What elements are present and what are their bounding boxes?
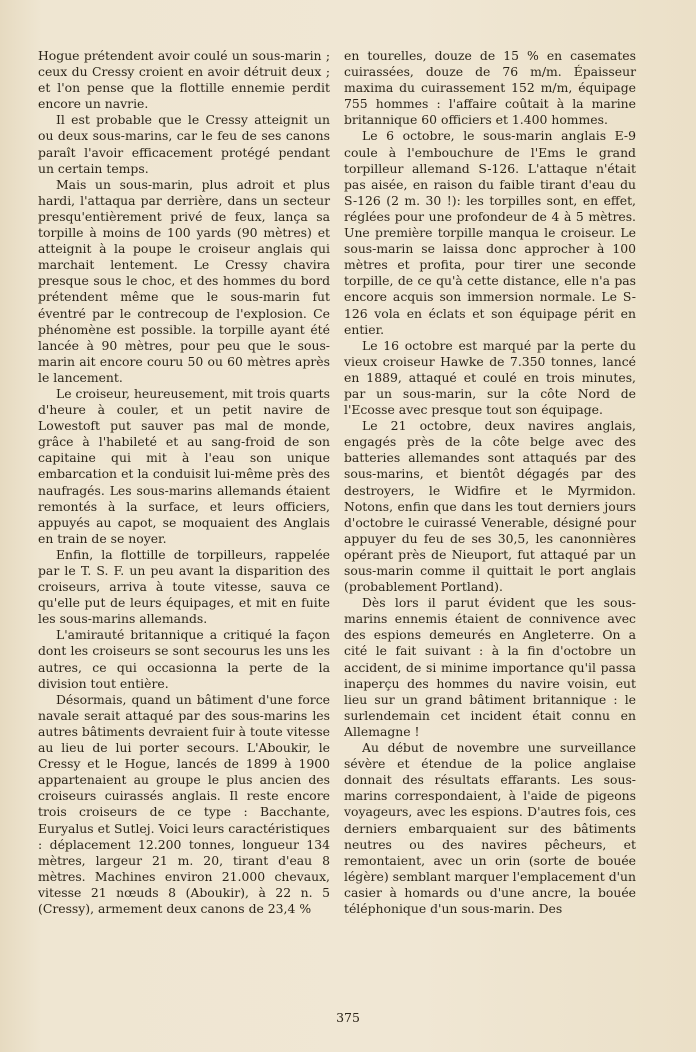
paragraph: Enfin, la flottille de torpilleurs, rappelée par le T. S. F. un peu avant la disparition des croiseurs, arriva à toute vitesse, sauva ce qu'elle put de leurs équipages, et mit en fuite les sous-marins allemands.	[38, 546, 330, 627]
paragraph: Le 21 octobre, deux navires anglais, engagés près de la côte belge avec des batteries allemandes sont attaqués par des sous-marins, et bientôt dégagés par des destroyers, le Widfire et le Myrmidon. Notons, enfin que dans les tout derniers jours d'octobre le cuirassé Venerable, désigné pour appuyer du feu de ses 30,5, les canonnières opérant près de Nieuport, fut attaqué par un sous-marin comme il quittait le port anglais (probablement Portland).	[344, 418, 636, 595]
paragraph: Au début de novembre une surveillance sévère et étendue de la police anglaise donnait des résultats effarants. Les sous-marins correspondaient, à l'aide de pigeons voyageurs, avec les espions. D'autres fois, ces derniers embarquaient sur des bâtiments neutres ou des navires pêcheurs, et remontaient, avec un orin (sorte de bouée légère) semblant marquer l'emplacement d'un casier à homards ou d'une ancre, la bouée téléphonique d'un sous-marin. Des	[344, 740, 636, 916]
paragraph: Désormais, quand un bâtiment d'une force navale serait attaqué par des sous-marins les autres bâtiments devraient fuir à toute vitesse au lieu de lui porter secours. L'Aboukir, le Cressy et le Hogue, lancés de 1899 à 1900 appartenaient au groupe le plus ancien des croiseurs cuirassés anglais. Il reste encore trois croiseurs de ce type : Bacchante, Euryalus et Sutlej. Voici leurs caractéristiques : déplacement 12.200 tonnes, longueur 134 mètres, largeur 21 m. 20, tirant d'eau 8 mètres. Machines environ 21.000 chevaux, vitesse 21 nœuds 8 (Aboukir), à 22 n. 5 (Cressy), armement deux canons de 23,4 %	[38, 691, 330, 916]
page-number: 375	[336, 1010, 360, 1025]
paragraph: Dès lors il parut évident que les sous-marins ennemis étaient de connivence avec des espions demeurés en Angleterre. On a cité le fait suivant : à la fin d'octobre un accident, de si minime importance qu'il passa inaperçu des hommes du navire voisin, eut lieu sur un grand bâtiment britannique : le surlendemain cet incident était connu en Allemagne !	[344, 595, 636, 739]
left-column	[38, 48, 330, 917]
paragraph: Le 6 octobre, le sous-marin anglais E-9 coule à l'embouchure de l'Ems le grand torpilleur allemand S-126. L'attaque n'était pas aisée, en raison du faible tirant d'eau du S-126 (2 m. 30 !): les torpilles sont, en effet, réglées pour une profondeur de 4 à 5 mètres. Une première torpille manqua le croiseur. Le sous-marin se laissa donc approcher à 100 mètres et profita, pour tirer une seconde torpille, de ce qu'à cette distance, elle n'a pas encore acquis son immersion normale. Le S-126 vola en éclats et son équipage périt en entier.	[344, 128, 636, 337]
paragraph: Mais un sous-marin, plus adroit et plus hardi, l'attaqua par derrière, dans un secteur presqu'entièrement privé de feux, lança sa torpille à moins de 100 yards (90 mètres) et atteignit à la poupe le croiseur anglais qui marchait lentement. Le Cressy chavira presque sous le choc, et des hommes du bord prétendent même que le sous-marin fut éventré par le contrecoup de l'explosion. Ce phénomène est possible. la torpille ayant été lancée à 90 mètres, pour peu que le sous-marin ait encore couru 50 ou 60 mètres après le lancement.	[38, 176, 330, 385]
paragraph: en tourelles, douze de 15 % en casemates cuirassées, douze de 76 m/m. Épaisseur maxima du cuirassement 152 m/m, équipage 755 hommes : l'affaire coûtait à la marine britannique 60 officiers et 1.400 hommes.	[344, 48, 636, 128]
paragraph: Hogue prétendent avoir coulé un sous-marin ; ceux du Cressy croient en avoir détruit deux ; et l'on pense que la flottille ennemie perdit encore un navrie.	[38, 48, 330, 112]
paragraph: Le croiseur, heureusement, mit trois quarts d'heure à couler, et un petit navire de Lowestoft put sauver pas mal de monde, grâce à l'habileté et au sang-froid de son capitaine qui mit à l'eau son unique embarcation et la conduisit lui-même près des naufragés. Les sous-marins allemands étaient remontés à la surface, et leurs officiers, appuyés au capot, se moquaient des Anglais en train de se noyer.	[38, 385, 330, 546]
paragraph: L'amirauté britannique a critiqué la façon dont les croiseurs se sont secourus les uns les autres, ce qui occasionna la perte de la division tout entière.	[38, 627, 330, 691]
right-column	[344, 48, 636, 917]
paragraph: Il est probable que le Cressy atteignit un ou deux sous-marins, car le feu de ses canons paraît l'avoir efficacement protégé pendant un certain temps.	[38, 112, 330, 176]
paragraph: Le 16 octobre est marqué par la perte du vieux croiseur Hawke de 7.350 tonnes, lancé en 1889, attaqué et coulé en trois minutes, par un sous-marin, sur la côte Nord de l'Ecosse avec presque tout son équipage.	[344, 337, 636, 418]
